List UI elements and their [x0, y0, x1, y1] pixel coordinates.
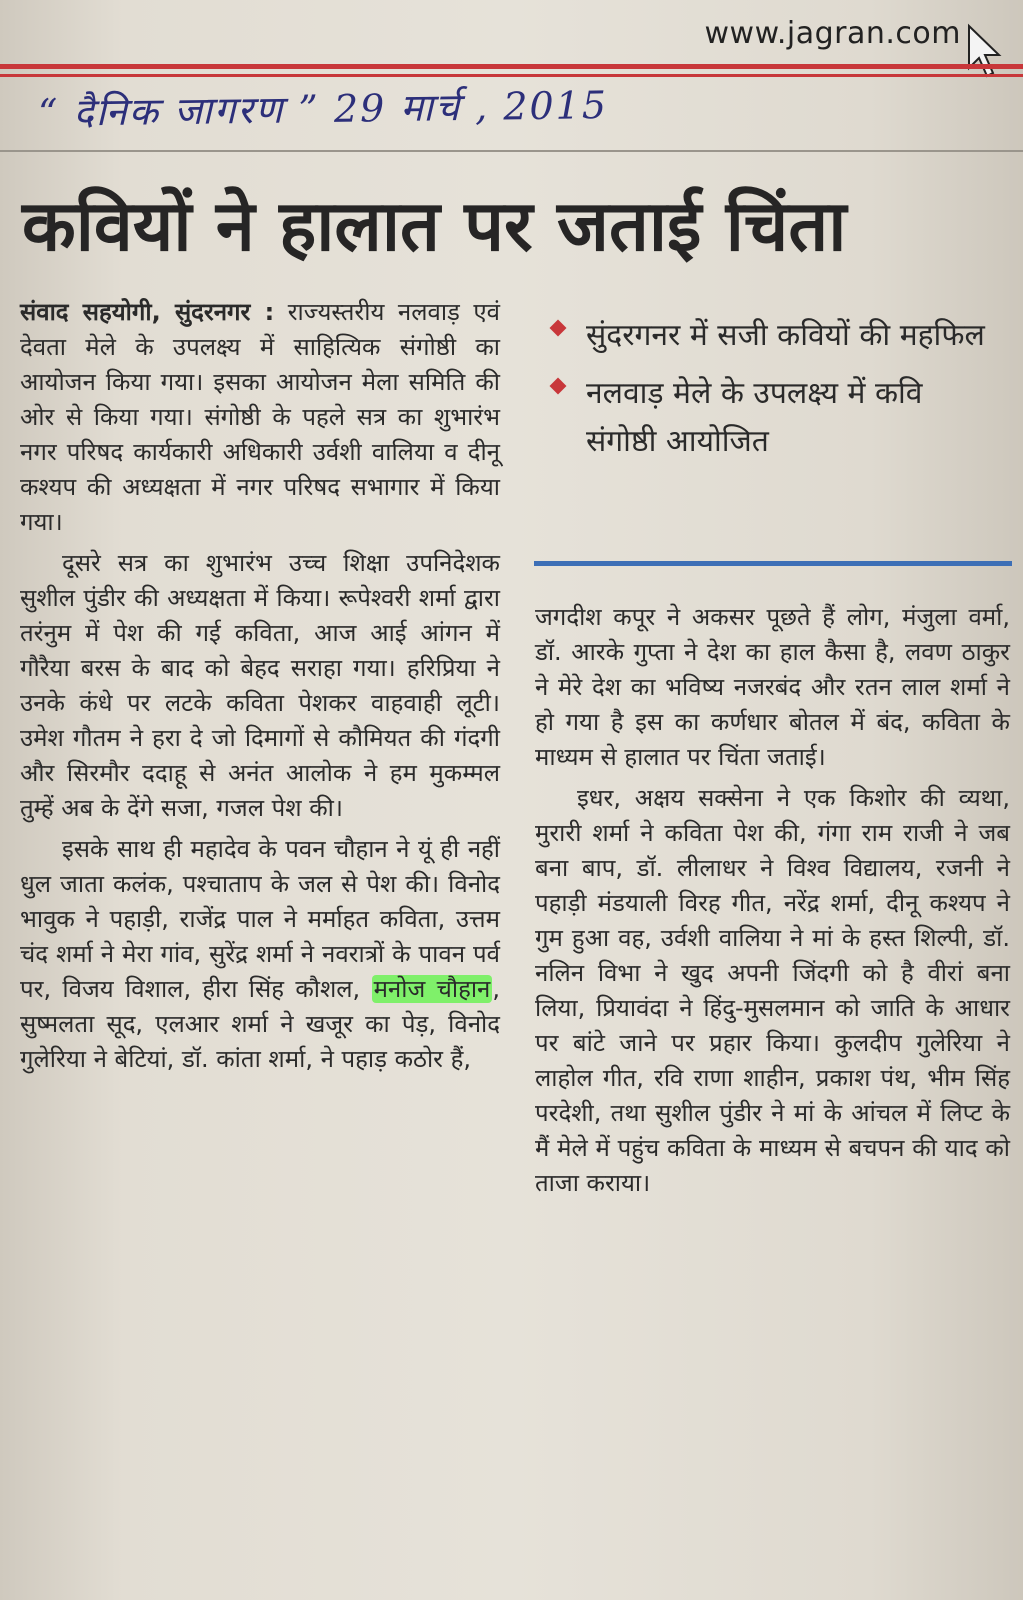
highlight-item: [548, 370, 988, 466]
divider: [0, 150, 1023, 152]
paragraph-1: [20, 295, 500, 540]
paragraph-4: जगदीश कपूर ने अकसर पूछते हैं लोग, मंजुला वर्मा, डॉ. आरके गुप्ता ने देश का हाल कैसा है, लवण ठाकुर ने मेरे देश का भविष्य नजरबंद और रतन लाल शर्मा ने हो गया है इस का कर्णधार बोतल में बंद, कविता के माध्यम से हालात पर चिंता जताई।: [535, 603, 1010, 771]
paragraph-3-text-a: इसके साथ ही महादेव के पवन चौहान ने यूं ही नहीं धुल जाता कलंक, पश्चाताप के जल से पेश की। विनोद भावुक ने पहाड़ी, राजेंद्र पाल ने मर्माहत कविता, उत्तम चंद शर्मा ने मेरा गांव, सुरेंद्र शर्मा ने नवरात्रों के पावन पर्व पर, विजय विशाल, हीरा सिंह कौशल,: [20, 835, 500, 1003]
mouse-cursor-icon: [965, 22, 1005, 82]
highlight-item: [548, 312, 988, 360]
highlight-text: नलवाड़ मेले के उपलक्ष्य में कवि संगोष्ठी आयोजित: [586, 376, 923, 459]
diamond-bullet-icon: [550, 320, 567, 337]
article-column-right: [535, 600, 1010, 1201]
paragraph-1-text: राज्यस्तरीय नलवाड़ एवं देवता मेले के उपलक्ष्य में साहित्यिक संगोष्ठी का आयोजन किया गया। इसका आयोजन मेला समिति की ओर से किया गया। संगोष्ठी के पहले सत्र का शुभारंभ नगर परिषद कार्यकारी अधिकारी उर्वशी वालिया व दीनू कश्यप की अध्यक्षता में नगर परिषद सभागार में किया गया।: [20, 298, 501, 536]
handwritten-date-note: “ दैनिक जागरण ” 29 मार्च , 2015: [37, 83, 609, 135]
article-headline: कवियों ने हालात पर जताई चिंता: [22, 185, 847, 267]
highlights-divider: [534, 561, 1012, 566]
paragraph-3-text-b: , सुष्मलता सूद, एलआर शर्मा ने खजूर का पेड़, विनोद गुलेरिया ने बेटियां, डॉ. कांता शर्मा, ने पहाड़ कठोर हैं,: [20, 975, 500, 1073]
paragraph-3: [20, 832, 500, 1077]
header-rule-bottom: [0, 74, 1023, 77]
highlight-text: सुंदरगनर में सजी कवियों की महफिल: [586, 318, 985, 353]
site-url: www.jagran.com: [704, 16, 961, 51]
article-column-left: [20, 295, 500, 1077]
diamond-bullet-icon: [550, 378, 567, 395]
highlighted-name: मनोज चौहान: [373, 975, 491, 1003]
byline: संवाद सहयोगी, सुंदरनगर :: [20, 298, 275, 326]
paragraph-5: इधर, अक्षय सक्सेना ने एक किशोर की व्यथा, मुरारी शर्मा ने कविता पेश की, गंगा राम राजी ने जब बना बाप, डॉ. लीलाधर ने विश्व विद्यालय, रजनी ने पहाड़ी मंडयाली विरह गीत, नरेंद्र शर्मा, दीनू कश्यप ने गुम हुआ वह, उर्वशी वालिया ने मां के हस्त शिल्पी, डॉ. नलिन विभा ने खुद अपनी जिंदगी को है वीरां बना लिया, प्रियावंदा ने हिंदु-मुसलमान को जाति के आधार पर बांटे जाने पर प्रहार किया। कुलदीप गुलेरिया ने लाहोल गीत, रवि राणा शाहीन, प्रकाश पंथ, भीम सिंह परदेशी, तथा सुशील पुंडीर ने मां के आंचल में लिप्ट के मैं मेले में पहुंच कविता के माध्यम से बचपन की याद को ताजा कराया।: [535, 784, 1010, 1197]
article-highlights: [548, 312, 988, 476]
paragraph-2: दूसरे सत्र का शुभारंभ उच्च शिक्षा उपनिदेशक सुशील पुंडीर की अध्यक्षता में किया। रूपेश्वरी शर्मा द्वारा तरंनुम में पेश की गई कविता, आज आई आंगन में गौरैया बरस के बाद को बेहद सराहा गया। हरिप्रिया ने उनके कंधे पर लटके कविता पेशकर वाहवाही लूटी। उमेश गौतम ने हरा दे जो दिमागों से कौमियत की गंदगी और सिरमौर ददाहू से अनंत आलोक ने हम मुकम्मल तुम्हें अब के देंगे सजा, गजल पेश की।: [20, 549, 500, 822]
header-rule-top: [0, 64, 1023, 69]
